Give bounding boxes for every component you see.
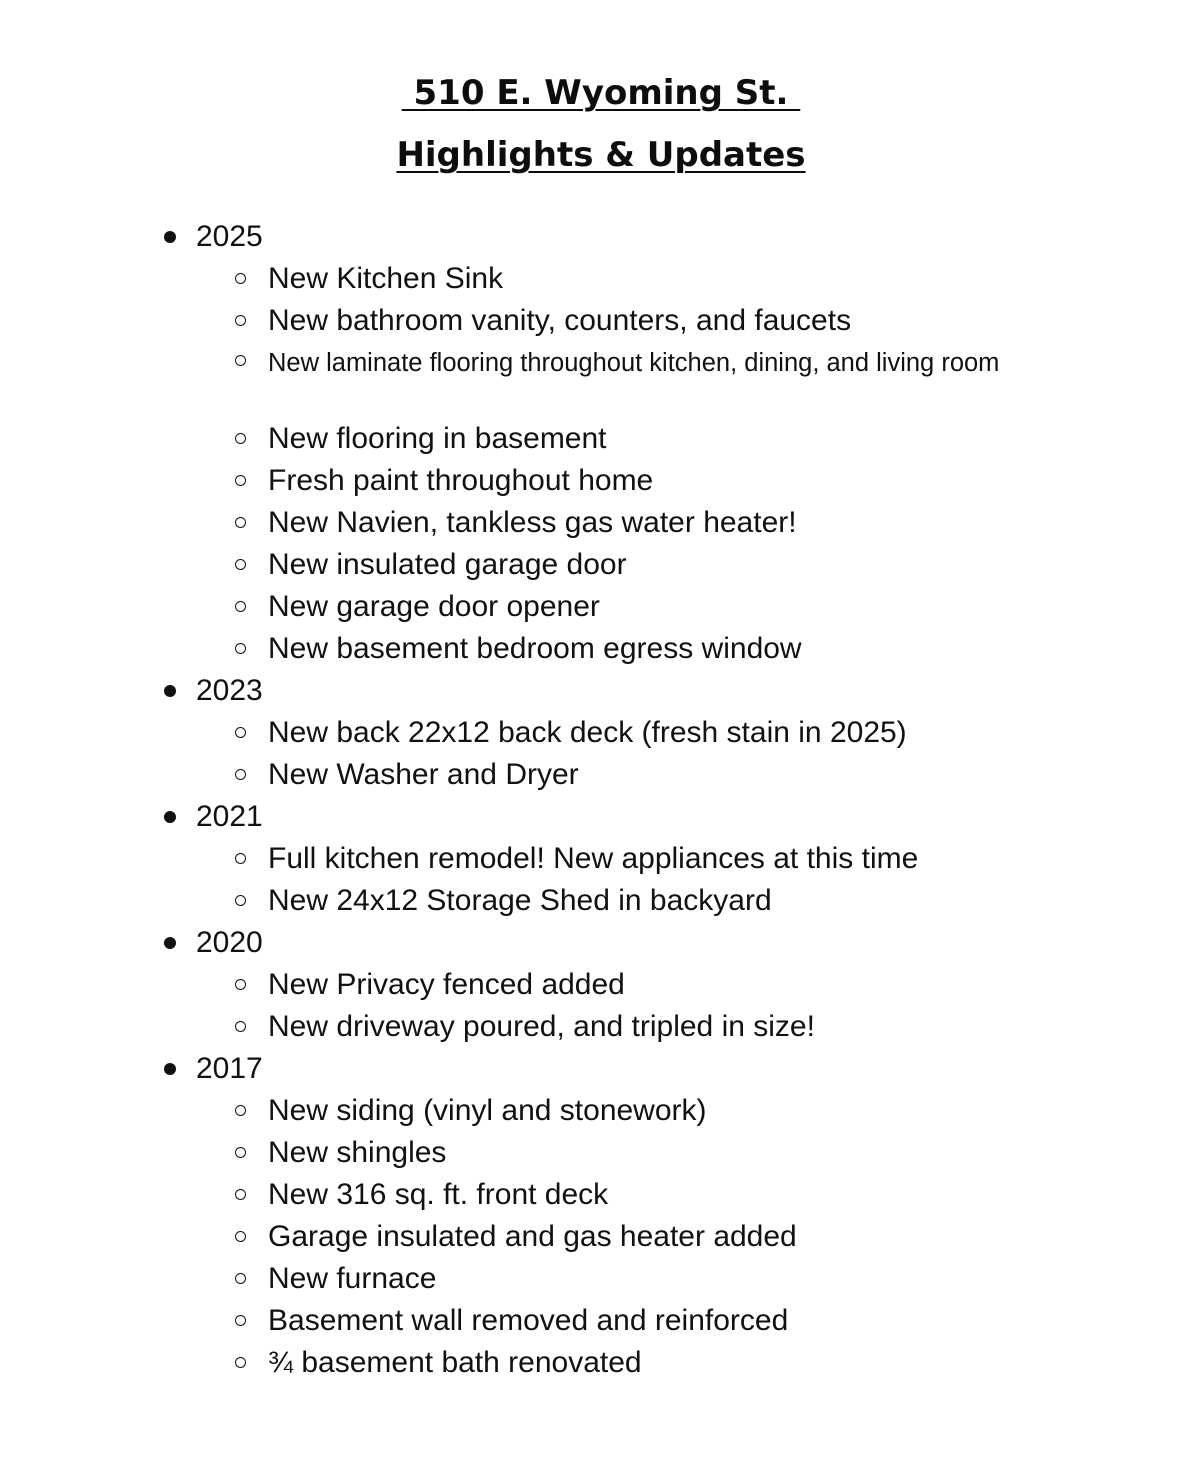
year-label: 2023 bbox=[196, 674, 263, 707]
list-item bbox=[0, 1132, 1202, 1174]
hollow-bullet-icon bbox=[235, 1273, 246, 1284]
filled-bullet-icon bbox=[164, 937, 176, 949]
year-items-list bbox=[0, 1090, 1202, 1384]
hollow-bullet-icon bbox=[235, 559, 246, 570]
year-section-2021 bbox=[0, 796, 1202, 922]
list-item bbox=[0, 502, 1202, 544]
year-section-2020 bbox=[0, 922, 1202, 1048]
list-item bbox=[0, 838, 1202, 880]
hollow-bullet-icon bbox=[235, 433, 246, 444]
list-item bbox=[0, 1342, 1202, 1384]
list-item-text: New 24x12 Storage Shed in backyard bbox=[268, 884, 772, 917]
list-item bbox=[0, 712, 1202, 754]
hollow-bullet-icon bbox=[235, 601, 246, 612]
hollow-bullet-icon bbox=[235, 1315, 246, 1326]
list-item-text: New back 22x12 back deck (fresh stain in 2025) bbox=[268, 716, 907, 749]
year-label: 2025 bbox=[196, 220, 263, 253]
list-item bbox=[0, 628, 1202, 670]
hollow-bullet-icon bbox=[235, 1189, 246, 1200]
list-item bbox=[0, 1090, 1202, 1132]
list-item-text: New Kitchen Sink bbox=[268, 262, 504, 295]
year-row bbox=[0, 216, 1202, 258]
list-item-text: New Privacy fenced added bbox=[268, 968, 625, 1001]
list-item-text: New laminate flooring throughout kitchen, dining, and living room bbox=[268, 349, 1000, 377]
list-item bbox=[0, 1258, 1202, 1300]
list-item-text: ¾ basement bath renovated bbox=[268, 1346, 642, 1379]
year-row bbox=[0, 796, 1202, 838]
heading-title-text: Highlights & Updates bbox=[396, 135, 806, 175]
hollow-bullet-icon bbox=[235, 979, 246, 990]
list-item bbox=[0, 754, 1202, 796]
list-item bbox=[0, 1006, 1202, 1048]
year-section-2023 bbox=[0, 670, 1202, 796]
list-item bbox=[0, 544, 1202, 586]
list-item-text: New furnace bbox=[268, 1262, 437, 1295]
hollow-bullet-icon bbox=[235, 1357, 246, 1368]
list-item bbox=[0, 460, 1202, 502]
list-item bbox=[0, 258, 1202, 300]
list-item bbox=[0, 586, 1202, 628]
list-item bbox=[0, 1300, 1202, 1342]
filled-bullet-icon bbox=[164, 231, 176, 243]
hollow-bullet-icon bbox=[235, 853, 246, 864]
hollow-bullet-icon bbox=[235, 355, 246, 366]
year-label: 2021 bbox=[196, 800, 263, 833]
list-item-text: Basement wall removed and reinforced bbox=[268, 1304, 789, 1337]
hollow-bullet-icon bbox=[235, 1147, 246, 1158]
list-item bbox=[0, 1216, 1202, 1258]
list-item bbox=[0, 300, 1202, 342]
hollow-bullet-icon bbox=[235, 475, 246, 486]
hollow-bullet-icon bbox=[235, 769, 246, 780]
hollow-bullet-icon bbox=[235, 1021, 246, 1032]
list-item-text: New garage door opener bbox=[268, 590, 600, 623]
list-item-text: New insulated garage door bbox=[268, 548, 627, 581]
list-item bbox=[0, 418, 1202, 460]
list-item-text: Fresh paint throughout home bbox=[268, 464, 654, 497]
list-item-text: New flooring in basement bbox=[268, 422, 607, 455]
updates-list bbox=[0, 216, 1202, 1384]
hollow-bullet-icon bbox=[235, 315, 246, 326]
hollow-bullet-icon bbox=[235, 273, 246, 284]
year-items-list bbox=[0, 838, 1202, 922]
address-title-text: 510 E. Wyoming St. bbox=[401, 73, 801, 113]
hollow-bullet-icon bbox=[235, 895, 246, 906]
list-item-text: New Navien, tankless gas water heater! bbox=[268, 506, 797, 539]
year-row bbox=[0, 922, 1202, 964]
list-item bbox=[0, 342, 1202, 418]
hollow-bullet-icon bbox=[235, 727, 246, 738]
list-item bbox=[0, 964, 1202, 1006]
year-label: 2017 bbox=[196, 1052, 263, 1085]
list-item bbox=[0, 880, 1202, 922]
list-item-text: Garage insulated and gas heater added bbox=[268, 1220, 797, 1253]
hollow-bullet-icon bbox=[235, 1105, 246, 1116]
list-item-text: New shingles bbox=[268, 1136, 447, 1169]
year-row bbox=[0, 670, 1202, 712]
year-section-2017 bbox=[0, 1048, 1202, 1384]
list-item-text: New Washer and Dryer bbox=[268, 758, 579, 791]
list-item-text: New basement bedroom egress window bbox=[268, 632, 802, 665]
year-items-list bbox=[0, 964, 1202, 1048]
document-title bbox=[0, 62, 1202, 186]
list-item bbox=[0, 1174, 1202, 1216]
list-item-text: New driveway poured, and tripled in size! bbox=[268, 1010, 815, 1043]
year-row bbox=[0, 1048, 1202, 1090]
title-line-address bbox=[0, 62, 1202, 124]
filled-bullet-icon bbox=[164, 811, 176, 823]
list-item-text: New 316 sq. ft. front deck bbox=[268, 1178, 609, 1211]
year-items-list bbox=[0, 258, 1202, 670]
list-item-text: New siding (vinyl and stonework) bbox=[268, 1094, 707, 1127]
title-line-heading bbox=[0, 124, 1202, 186]
filled-bullet-icon bbox=[164, 1063, 176, 1075]
hollow-bullet-icon bbox=[235, 643, 246, 654]
filled-bullet-icon bbox=[164, 685, 176, 697]
list-item-text: New bathroom vanity, counters, and faucets bbox=[268, 304, 852, 337]
list-item-text: Full kitchen remodel! New appliances at this time bbox=[268, 842, 919, 875]
year-items-list bbox=[0, 712, 1202, 796]
hollow-bullet-icon bbox=[235, 517, 246, 528]
year-label: 2020 bbox=[196, 926, 263, 959]
year-section-2025 bbox=[0, 216, 1202, 670]
hollow-bullet-icon bbox=[235, 1231, 246, 1242]
